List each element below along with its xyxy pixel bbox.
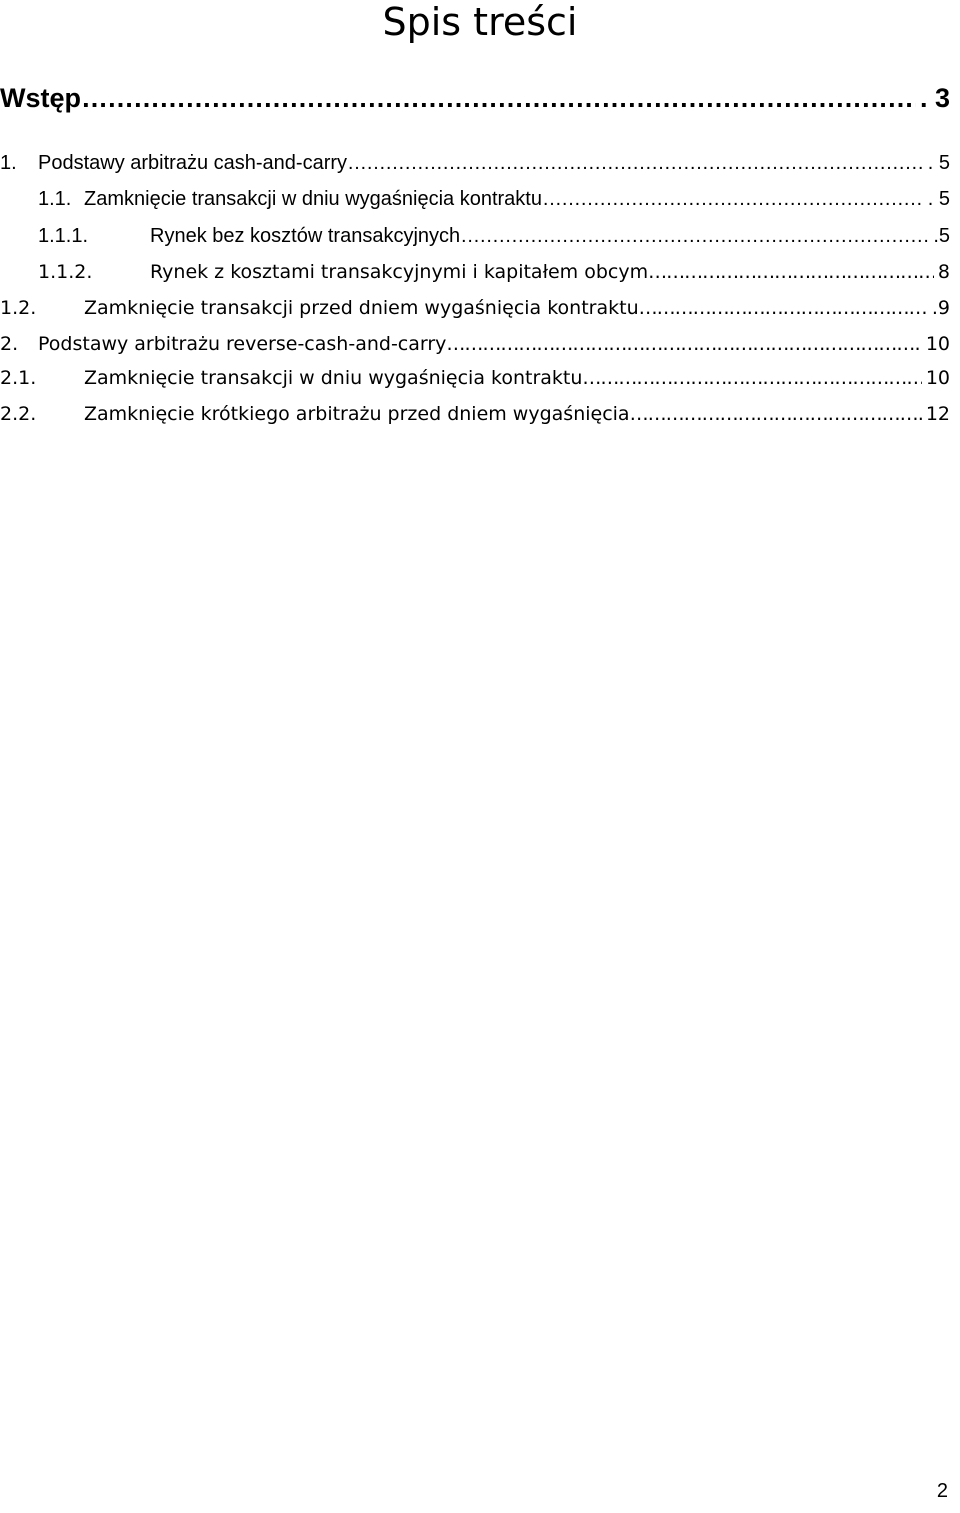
toc-entry-text: Zamknięcie transakcji w dniu wygaśnięcia kontraktu: [84, 188, 542, 210]
toc-leader: [630, 403, 922, 425]
toc-entry-text: Rynek bez kosztów transakcyjnych: [150, 225, 461, 247]
toc-leader: [460, 225, 929, 248]
toc-entry-number: 1.1.1.: [38, 225, 89, 247]
toc-entry-1-1[interactable]: [0, 188, 950, 211]
toc-entry-text: Rynek z kosztami transakcyjnymi i kapitałem obcym: [150, 261, 649, 283]
toc-leader: [81, 83, 916, 114]
toc-entry-text: Zamknięcie transakcji w dniu wygaśnięcia kontraktu: [84, 367, 583, 389]
toc-entry-page: 8: [937, 261, 950, 283]
toc-entry-number: 1.2.: [0, 297, 37, 319]
toc-entry-2-2[interactable]: [0, 403, 950, 425]
toc-entry-text: Zamknięcie krótkiego arbitrażu przed dniem wygaśnięcia: [84, 403, 630, 425]
toc-leader: [648, 261, 934, 283]
toc-title: Spis treści: [382, 0, 578, 44]
toc-entry-page: 12: [925, 403, 950, 425]
toc-entry-2[interactable]: [0, 333, 950, 355]
toc-entry-1-1-2[interactable]: [0, 261, 950, 283]
toc-entry-2-1[interactable]: [0, 367, 950, 389]
toc-entry-page: .9: [931, 297, 950, 319]
toc-leader: [542, 188, 924, 211]
toc-entry-number: 1.: [0, 152, 17, 174]
toc-entry-page: 10: [925, 367, 950, 389]
page-number: 2: [936, 1480, 948, 1502]
toc-entry-page: .5: [933, 225, 950, 247]
toc-entry-1-1-1[interactable]: [0, 225, 950, 248]
toc-entry-number: 2.: [0, 333, 19, 355]
toc-leader: [582, 367, 921, 389]
toc-leader: [446, 333, 921, 355]
toc-entry-page: . 5: [927, 188, 950, 210]
toc-entry-text: Zamknięcie transakcji przed dniem wygaśnięcia kontraktu: [84, 297, 639, 319]
toc-entry-text: Wstęp: [0, 83, 81, 113]
toc-entry-page: 10: [925, 333, 950, 355]
toc-entry-text: Podstawy arbitrażu reverse-cash-and-carry: [38, 333, 447, 355]
toc-entry-page: . 3: [919, 83, 950, 113]
toc-entry-number: 2.2.: [0, 403, 37, 425]
toc-leader: [347, 152, 924, 175]
toc-entry-intro[interactable]: [0, 83, 950, 123]
toc-entry-number: 2.1.: [0, 367, 37, 389]
toc-entry-number: 1.1.2.: [38, 261, 93, 283]
toc-entry-1-2[interactable]: [0, 297, 950, 319]
toc-entry-1[interactable]: [0, 152, 950, 175]
toc-entry-page: . 5: [927, 152, 950, 174]
toc-entry-text: Podstawy arbitrażu cash-and-carry: [38, 152, 348, 174]
toc-leader: [639, 297, 928, 319]
toc-entry-number: 1.1.: [38, 188, 72, 210]
